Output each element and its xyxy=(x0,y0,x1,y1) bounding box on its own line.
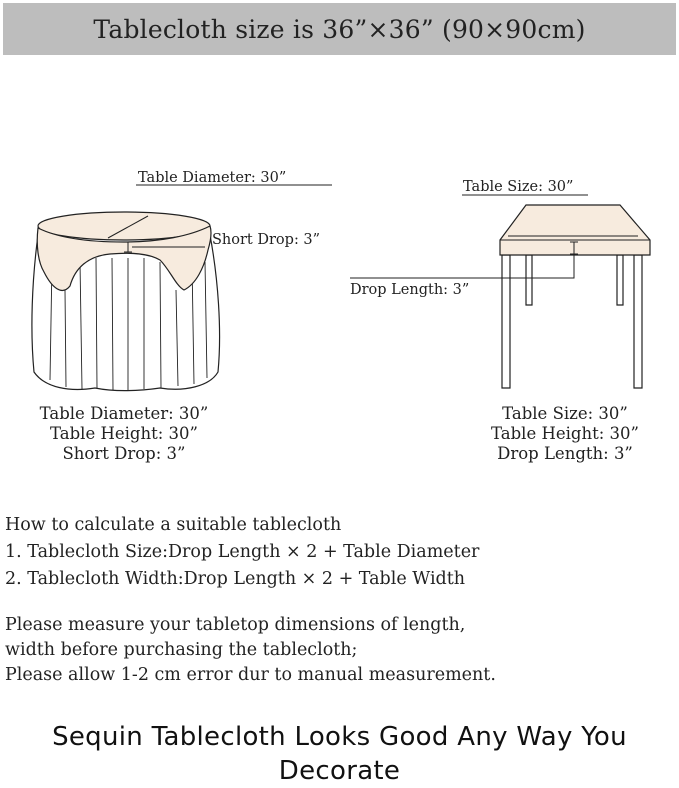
howto-step-1: 1. Tablecloth Size:Drop Length × 2 + Table Diameter xyxy=(5,542,480,562)
square-table-cloth xyxy=(500,205,650,255)
banner-title: Tablecloth size is 36”×36” (90×90cm) xyxy=(93,14,586,44)
round-table-specs xyxy=(14,404,234,464)
square-drop-label: Drop Length: 3” xyxy=(350,282,470,298)
round-diameter-label: Table Diameter: 30” xyxy=(138,170,287,186)
slogan xyxy=(0,720,679,788)
howto-step-2: 2. Tablecloth Width:Drop Length × 2 + Table Width xyxy=(5,569,466,589)
round-spec-diameter: Table Diameter: 30” xyxy=(39,404,209,423)
measurement-note xyxy=(5,613,496,688)
square-table-legs xyxy=(502,255,642,388)
round-spec-height: Table Height: 30” xyxy=(50,424,198,443)
round-spec-drop: Short Drop: 3” xyxy=(62,444,186,463)
square-table-specs xyxy=(460,404,670,464)
round-table-illustration xyxy=(32,185,332,391)
note-line-2: width before purchasing the tablecloth; xyxy=(5,640,358,660)
square-spec-size: Table Size: 30” xyxy=(502,404,628,423)
howto-heading: How to calculate a suitable tablecloth xyxy=(5,515,342,535)
note-line-3: Please allow 1-2 cm error dur to manual measurement. xyxy=(5,665,496,685)
round-drop-label: Short Drop: 3” xyxy=(212,232,321,248)
calculation-instructions xyxy=(5,512,479,593)
note-line-1: Please measure your tabletop dimensions of length, xyxy=(5,615,466,635)
table-illustrations xyxy=(0,150,679,400)
square-drop-leader xyxy=(350,254,574,278)
slogan-line-1: Sequin Tablecloth Looks Good Any Way You xyxy=(52,722,627,752)
square-spec-height: Table Height: 30” xyxy=(491,424,639,443)
square-spec-drop: Drop Length: 3” xyxy=(497,444,633,463)
square-size-label: Table Size: 30” xyxy=(463,179,574,195)
title-banner xyxy=(3,3,676,55)
slogan-line-2: Decorate xyxy=(278,756,401,786)
